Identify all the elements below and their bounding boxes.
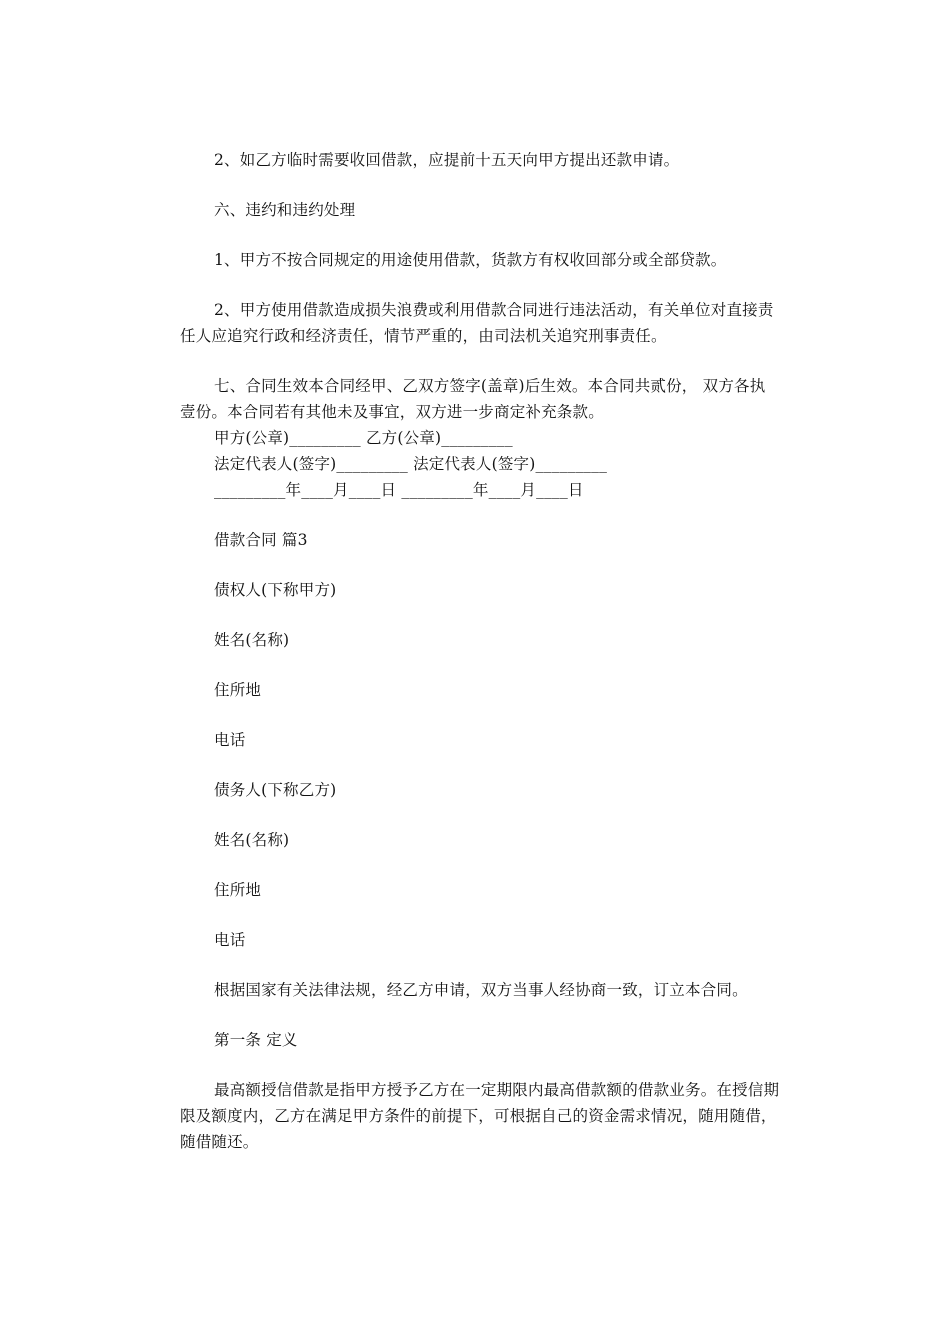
article-one-heading: 第一条 定义: [214, 1031, 298, 1049]
party-line-debtor-phone: 电话: [214, 931, 246, 949]
party-line-debtor-name: 姓名(名称): [214, 831, 290, 849]
article-one-definition: 最高额授信借款是指甲方授予乙方在一定期限内最高借款额的借款业务。在授信期限及额度内，乙方在满足甲方条件的前提下，可根据自己的资金需求情况，随用随借，随借随还。: [180, 1081, 780, 1151]
document-body: [180, 147, 780, 1155]
party-line-creditor-address: 住所地: [214, 681, 262, 699]
preamble-paragraph: 根据国家有关法律法规，经乙方申请，双方当事人经协商一致，订立本合同。: [214, 981, 748, 999]
section-title: 借款合同 篇3: [214, 531, 308, 549]
party-line-debtor-address: 住所地: [214, 881, 262, 899]
clause-breach-1: 1、甲方不按合同规定的用途使用借款，货款方有权收回部分或全部贷款。: [214, 251, 727, 269]
section-heading-breach: 六、违约和违约处理: [214, 201, 356, 219]
party-line-creditor-phone: 电话: [214, 731, 246, 749]
clause-effectiveness: 七、合同生效本合同经甲、乙双方签字(盖章)后生效。本合同共贰份， 双方各执壹份。本合同若有其他未及事宜，双方进一步商定补充条款。: [180, 377, 766, 421]
party-line-creditor-name: 姓名(名称): [214, 631, 290, 649]
signature-line-seal: 甲方(公章)_________ 乙方(公章)_________: [214, 429, 513, 447]
clause-repayment-notice: 2、如乙方临时需要收回借款，应提前十五天向甲方提出还款申请。: [214, 151, 680, 169]
signature-line-representative: 法定代表人(签字)_________ 法定代表人(签字)_________: [214, 455, 608, 473]
signature-line-date: _________年____月____日 _________年____月____日: [214, 481, 584, 499]
party-line-debtor: 债务人(下称乙方): [214, 781, 337, 799]
clause-breach-2: 2、甲方使用借款造成损失浪费或利用借款合同进行违法活动，有关单位对直接责任人应追究行政和经济责任，情节严重的，由司法机关追究刑事责任。: [180, 301, 774, 345]
party-line-creditor: 债权人(下称甲方): [214, 581, 337, 599]
